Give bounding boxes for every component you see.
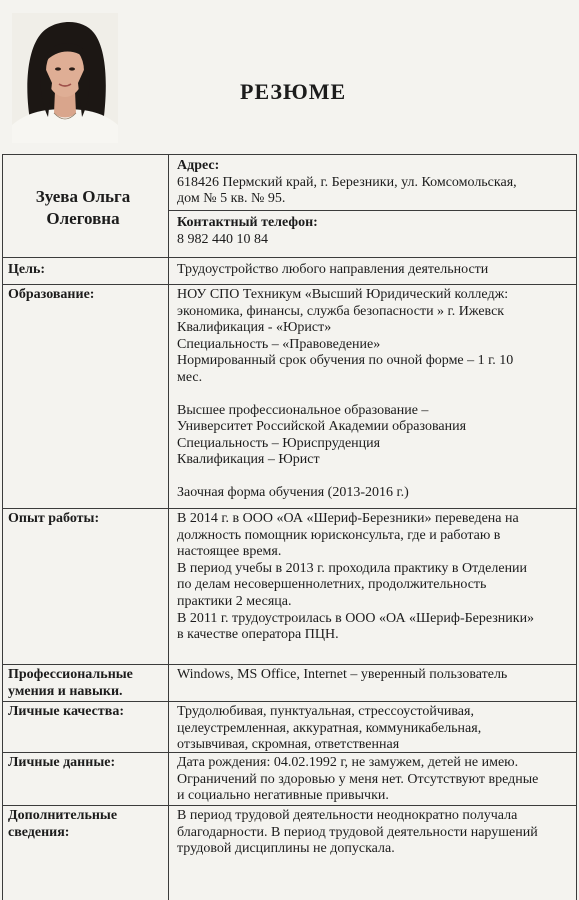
qualities-line: целеустремленная, аккуратная, коммуникабельная, [177,720,482,736]
qualities-line: Трудолюбивая, пунктуальная, стрессоустойчивая, [177,704,474,719]
experience-label: Опыт работы: [8,511,100,526]
experience-line: должность помощник юрисконсульта, где и работаю в [177,527,501,543]
resume-title: РЕЗЮМЕ [240,79,347,104]
additional-text [177,808,574,858]
portrait-image [12,13,118,143]
personal-line: Ограничений по здоровью у меня нет. Отсутствуют вредные [177,771,539,787]
education-line: мес. [177,369,203,385]
additional-label: Дополнительные сведения: [8,808,118,840]
address-label: Адрес: [177,158,220,173]
contact-divider [169,210,577,211]
address-line: дом № 5 кв. № 95. [177,191,286,207]
goal-text: Трудоустройство любого направления деятельности [177,262,489,277]
education-line: Квалификация - «Юрист» [177,320,332,336]
profile-photo [12,13,118,143]
education-line: Университет Российской Академии образования [177,419,467,435]
additional-line: благодарности. В период трудовой деятельности нарушений [177,824,538,840]
goal-label: Цель: [8,262,46,277]
address-block [177,158,572,208]
personal-text [177,755,574,805]
personal-line: Дата рождения: 04.02.1992 г, не замужем, детей не имею. [177,755,519,770]
address-line: 618426 Пермский край, г. Березники, ул. Комсомольская, [177,174,517,190]
row-divider [2,284,577,285]
education-line: НОУ СПО Техникум «Высший Юридический колледж: [177,287,509,302]
row-divider [2,508,577,509]
table-border-left [2,154,3,900]
column-divider [168,154,169,900]
experience-text [177,511,574,644]
experience-line: настоящее время. [177,544,282,560]
experience-line: В период учебы в 2013 г. проходила практику в Отделении [177,560,528,576]
table-border-right [576,154,577,900]
experience-line: практики 2 месяца. [177,593,292,609]
education-line: Высшее профессиональное образование – [177,402,429,418]
education-line: экономика, финансы, служба безопасности » г. Ижевск [177,303,505,319]
skills-label: Профессиональные умения и навыки. [8,667,133,699]
table-border-top [2,154,577,155]
qualities-text [177,704,574,754]
experience-line: В 2011 г. трудоустроилась в ООО «ОА «Шериф-Березники» [177,610,535,626]
experience-line: в качестве оператора ПЦН. [177,627,339,643]
row-divider [2,664,577,665]
experience-line: В 2014 г. в ООО «ОА «Шериф-Березники» переведена на [177,511,519,526]
experience-line: по делам несовершеннолетних, продолжительность [177,577,487,593]
education-line: Специальность – «Правоведение» [177,336,381,352]
skills-text: Windows, MS Office, Internet – уверенный пользователь [177,667,508,682]
education-label: Образование: [8,287,95,302]
education-line: Специальность – Юриспруденция [177,435,381,451]
additional-line: В период трудовой деятельности неоднократно получала [177,808,518,823]
row-divider [2,805,577,806]
phone-label: Контактный телефон: [177,215,318,230]
row-divider [2,257,577,258]
personal-line: и социально негативные привычки. [177,788,389,804]
qualities-label: Личные качества: [8,704,124,719]
additional-line: трудовой дисциплины не допускала. [177,841,395,857]
personal-label: Личные данные: [8,755,116,770]
education-line: Заочная форма обучения (2013-2016 г.) [177,484,409,500]
person-name: Зуева Ольга Олеговна [35,187,131,228]
qualities-line: отзывчивая, скромная, ответственная [177,737,400,753]
education-line: Квалификация – Юрист [177,452,320,468]
education-text [177,287,574,502]
phone-block [177,215,572,248]
education-line: Нормированный срок обучения по очной форме – 1 г. 10 [177,353,514,369]
row-divider [2,701,577,702]
phone-value: 8 982 440 10 84 [177,231,268,247]
